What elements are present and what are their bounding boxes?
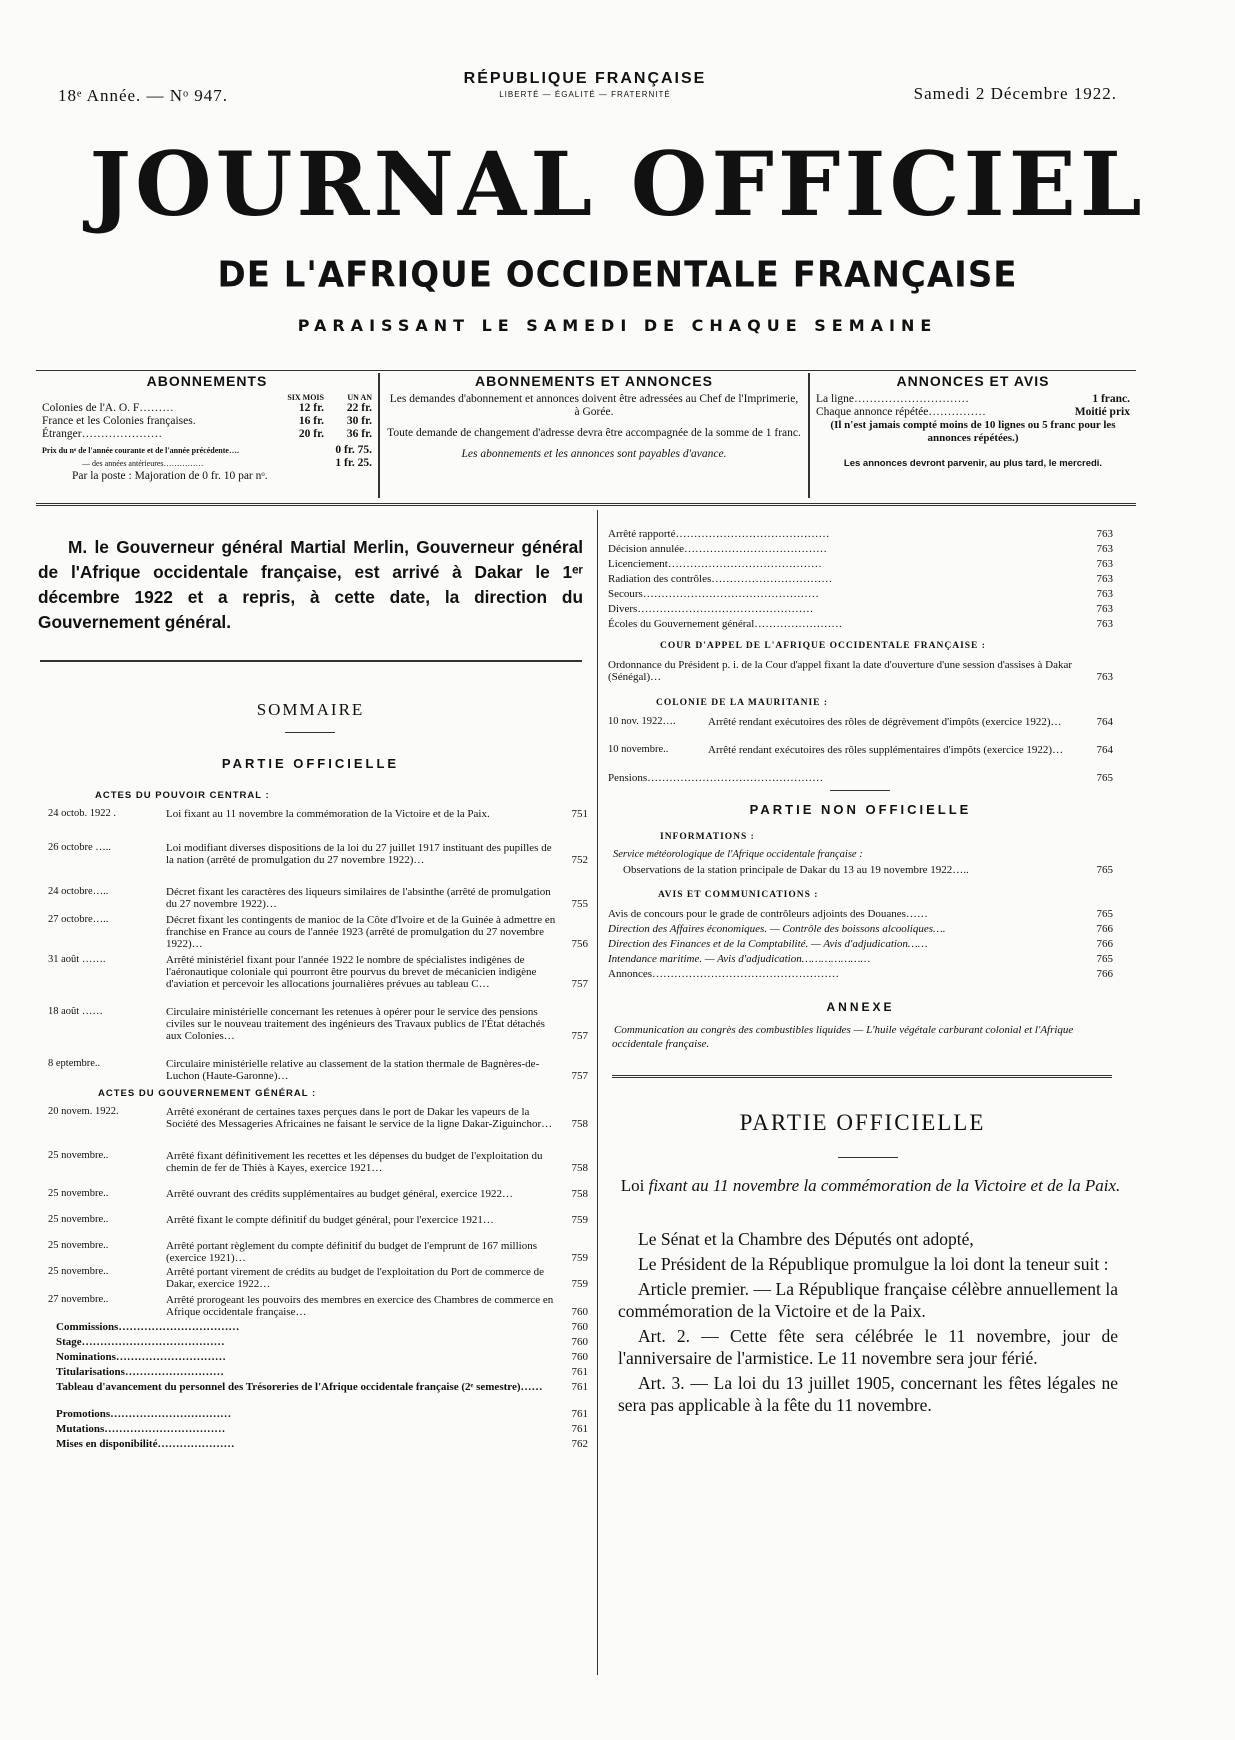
law-paragraph: Le Président de la République promulgue la loi dont la teneur suit : xyxy=(638,1254,1109,1274)
toc-entry: Radiation des contrôles…………………………… 763 xyxy=(608,573,1113,585)
abonnements-title: ABONNEMENTS xyxy=(146,373,268,389)
toc-entry: 25 novembre.. Arrêté portant règlement du compte définitif du budget de l'emprunt de 167 millions (exercice 1921)… 759 xyxy=(48,1240,588,1264)
governor-announcement: M. le Gouverneur général Martial Merlin, Gouverneur général de l'Afrique occidentale française, est arrivé à Dakar le 1ᵉʳ décembre 1922 et a repris, à cette date, la direction du Gouvernement général. xyxy=(38,537,583,632)
cour-appel-heading: COUR D'APPEL DE L'AFRIQUE OCCIDENTALE FRANÇAISE : xyxy=(660,641,986,651)
partie-non-officielle-heading: PARTIE NON OFFICIELLE xyxy=(749,802,972,817)
mauritanie-toc xyxy=(608,716,1113,786)
divider xyxy=(40,660,582,662)
mauritanie-heading: COLONIE DE LA MAURITANIE : xyxy=(656,698,829,708)
avis-title: ANNONCES ET AVIS xyxy=(896,373,1050,389)
address-note: Les demandes d'abonnement et annonces doivent être adressées au Chef de l'Imprimerie, à Gorée. xyxy=(389,393,799,418)
toc-entry: 18 août …… Circulaire ministérielle concernant les retenues à opérer pour le service des pensions civiles sur le nouveau traitement des ingénieurs des Travaux publics de l'État détachés aux Colonies… 757 xyxy=(48,1006,588,1042)
toc-entry: Nominations………………………… 760 xyxy=(56,1351,588,1363)
avis-toc xyxy=(608,908,1113,988)
price-row: Colonies de l'A. O. F……… 12 fr. 22 fr. xyxy=(42,402,372,414)
republic-motto: LIBERTÉ — ÉGALITÉ — FRATERNITÉ xyxy=(499,90,671,99)
informations-heading: INFORMATIONS : xyxy=(660,832,755,842)
central-toc xyxy=(48,808,588,1098)
deadline-note: Les annonces devront parvenir, au plus tard, le mercredi. xyxy=(843,458,1103,469)
journal-tagline: PARAISSANT LE SAMEDI DE CHAQUE SEMAINE xyxy=(297,316,938,335)
meteo-toc xyxy=(608,849,1113,881)
toc-entry: 25 novembre.. Arrêté fixant le compte définitif du budget général, pour l'exercice 1921… 759 xyxy=(48,1214,588,1226)
toc-entry: Annonces…………………………………………… 766 xyxy=(608,968,1113,980)
annonces-title: ABONNEMENTS ET ANNONCES xyxy=(475,373,713,389)
column-rule xyxy=(597,510,598,1675)
toc-entry: Avis de concours pour le grade de contrôleurs adjoints des Douanes…… 765 xyxy=(608,908,1113,920)
toc-entry: 24 octobre….. Décret fixant les caractères des liqueurs similaires de l'absinthe (arrêté de promulgation du 27 novembre 1922)… 755 xyxy=(48,886,588,910)
toc-entry: Tableau d'avancement du personnel des Trésoreries de l'Afrique occidentale française (2ᵉ semestre)…… 761 xyxy=(56,1381,588,1393)
toc-entry: 25 novembre.. Arrêté ouvrant des crédits supplémentaires au budget général, exercice 1922… 758 xyxy=(48,1188,588,1200)
law-paragraph: Le Sénat et la Chambre des Députés ont adopté, xyxy=(638,1229,974,1249)
abonnements-annonces-box xyxy=(380,373,810,498)
toc-entry: Licenciement…………………………………… 763 xyxy=(608,558,1113,570)
toc-entry: Secours………………………………………… 763 xyxy=(608,588,1113,600)
line-price: La ligne………………………… 1 franc. xyxy=(816,393,1130,405)
sommaire-title: SOMMAIRE xyxy=(256,700,365,719)
law-paragraph: Art. 2. — Cette fête sera célébrée le 11 novembre, jour de l'anniversaire de l'armistice. Le 11 novembre sera jour férié. xyxy=(618,1326,1118,1368)
partie-officielle-heading: PARTIE OFFICIELLE xyxy=(221,756,400,771)
issue-date: Samedi 2 Décembre 1922. xyxy=(913,84,1117,103)
toc-entry: Arrêté rapporté…………………………………… 763 xyxy=(608,528,1113,540)
gouv-toc xyxy=(48,1106,588,1321)
journal-subtitle: DE L'AFRIQUE OCCIDENTALE FRANÇAISE xyxy=(217,254,1018,296)
toc-entry: 27 novembre.. Arrêté prorogeant les pouvoirs des membres en exercice des Chambres de commerce en Afrique occidentale française… 760 xyxy=(48,1294,588,1318)
toc-entry: Divers………………………………………… 763 xyxy=(608,603,1113,615)
divider xyxy=(36,370,1136,371)
price-columns-header: SIX MOIS UN AN xyxy=(287,393,372,402)
avis-communications-heading: AVIS ET COMMUNICATIONS : xyxy=(658,890,819,900)
divider xyxy=(830,790,890,791)
toc-entry: Observations de la station principale de Dakar du 13 au 19 novembre 1922….. 765 xyxy=(623,864,1113,876)
law-paragraph: Article premier. — La République française célèbre annuellement la commémoration de la Victoire et de la Paix. xyxy=(618,1279,1118,1321)
law-paragraph: Art. 3. — La loi du 13 juillet 1905, concernant les fêtes légales ne sera pas applicable à la fête du 11 novembre. xyxy=(618,1373,1118,1415)
meteo-title: Service météorologique de l'Afrique occidentale française : xyxy=(613,849,863,860)
law-kind: Loi xyxy=(620,1176,645,1195)
abonnements-box xyxy=(36,373,380,498)
toc-entry: Mutations…………………………… 761 xyxy=(56,1423,588,1435)
divider xyxy=(285,732,335,733)
toc-entry: 31 août ……. Arrêté ministériel fixant pour l'année 1922 le nombre de spécialistes indigènes de l'aéronautique coloniale qui pourront être pourvus du brevet de mécanicien indigène d'aviation et percevoir les allocations journalières prévues au tableau C… 757 xyxy=(48,954,588,990)
price-row: France et les Colonies françaises. 16 fr. 30 fr. xyxy=(42,415,372,427)
toc-entry: 20 novem. 1922. Arrêté exonérant de certaines taxes perçues dans le port de Dakar les vapeurs de la Société des Messageries Africaines ne faisant le service de la ligne Dakar-Ziguinchor… 758 xyxy=(48,1106,588,1130)
minimum-note: (Il n'est jamais compté moins de 10 lignes ou 5 franc pour les annonces répétées.) xyxy=(830,419,1116,444)
annonces-avis-box xyxy=(810,373,1136,498)
single-issue-price: Prix du nᵒ de l'année courante et de l'année précédente…. 0 fr. 75. xyxy=(42,444,372,456)
toc-entry: 26 octobre ….. Loi modifiant diverses dispositions de la loi du 27 juillet 1917 instituant des pupilles de la nation (arrêté de promulgation du 27 novembre 1922)… 752 xyxy=(48,842,588,866)
toc-entry: Intendance maritime. — Avis d'adjudication………………… 765 xyxy=(608,953,1113,965)
toc-entry: Direction des Affaires économiques. — Contrôle des boissons alcooliques…. 766 xyxy=(608,923,1113,935)
toc-entry: Décision annulée………………………………… 763 xyxy=(608,543,1113,555)
pouvoir-central-heading: ACTES DU POUVOIR CENTRAL : xyxy=(95,790,270,801)
toc-entry: 8 eptembre.. Circulaire ministérielle relative au classement de la station thermale de Bagnères-de-Luchon (Haute-Garonne)… 757 xyxy=(48,1058,588,1082)
republic-header xyxy=(420,70,750,99)
price-row: Étranger………………… 20 fr. 36 fr. xyxy=(42,428,372,440)
gouv-general-heading: ACTES DU GOUVERNEMENT GÉNÉRAL : xyxy=(98,1088,317,1099)
change-address-note: Toute demande de changement d'adresse devra être accompagnée de la somme de 1 franc. xyxy=(387,427,801,439)
toc-entry: Pensions………………………………………… 765 xyxy=(608,772,1113,784)
toc-entry: Écoles du Gouvernement général…………………… 763 xyxy=(608,618,1113,630)
divider xyxy=(838,1157,898,1158)
republic-name: RÉPUBLIQUE FRANÇAISE xyxy=(463,70,707,87)
toc-entry: Promotions…………………………… 761 xyxy=(56,1408,588,1420)
old-issue-price: — des années antérieures…………… 1 fr. 25. xyxy=(82,457,372,469)
partie-officielle-title: PARTIE OFFICIELLE xyxy=(739,1110,986,1135)
toc-entry: Direction des Finances et de la Comptabilité. — Avis d'adjudication…… 766 xyxy=(608,938,1113,950)
toc-entry: 25 novembre.. Arrêté portant virement de crédits au budget de l'exploitation du Port de commerce de Dakar, exercice 1922… 759 xyxy=(48,1266,588,1290)
issue-number: 18ᵉ Année. — Nᵒ 947. xyxy=(58,86,228,105)
toc-entry: Titularisations……………………… 761 xyxy=(56,1366,588,1378)
law-subject: fixant au 11 novembre la commémoration de la Victoire et de la Paix. xyxy=(648,1176,1121,1195)
toc-entry: 10 novembre.. Arrêté rendant exécutoires des rôles supplémentaires d'impôts (exercice 1922)… 764 xyxy=(608,744,1113,756)
cour-toc xyxy=(608,659,1113,687)
toc-entry: Ordonnance du Président p. i. de la Cour d'appel fixant la date d'ouverture d'une session d'assises à Dakar (Sénégal)… 763 xyxy=(608,659,1113,683)
toc-entry: 27 octobre….. Décret fixant les contingents de manioc de la Côte d'Ivoire et de la Guinée à admettre en franchise en France au cours de l'année 1923 (arrêté de promulgation du 27 novembre 1922)… 756 xyxy=(48,914,588,950)
toc-entry: 25 novembre.. Arrêté fixant définitivement les recettes et les dépenses du budget de l'exploitation du chemin de fer de Thiès à Kayes, exercice 1921… 758 xyxy=(48,1150,588,1174)
law-body xyxy=(618,1228,1118,1419)
annexe-heading: ANNEXE xyxy=(826,1000,895,1014)
payment-note: Les abonnements et les annonces sont payables d'avance. xyxy=(461,448,727,460)
divider xyxy=(36,503,1136,506)
divider xyxy=(612,1075,1112,1078)
law-title xyxy=(618,1176,1123,1195)
toc-entry: Mises en disponibilité………………… 762 xyxy=(56,1438,588,1450)
annexe-text: Communication au congrès des combustibles liquides — L'huile végétale carburant colonial et l'Afrique occidentale française. xyxy=(612,1024,1074,1050)
toc-entry: 24 octob. 1922 . Loi fixant au 11 novembre la commémoration de la Victoire et de la Paix. 751 xyxy=(48,808,588,820)
toc-entry: Stage………………………………… 760 xyxy=(56,1336,588,1348)
toc-entry: 10 nov. 1922…. Arrêté rendant exécutoires des rôles de dégrèvement d'impôts (exercice 1922)… 764 xyxy=(608,716,1113,728)
postal-surcharge: Par la poste : Majoration de 0 fr. 10 par nᵒ. xyxy=(72,470,268,482)
right-toc xyxy=(608,528,1113,628)
misc-toc xyxy=(56,1321,588,1451)
repeat-price: Chaque annonce répétée…………… Moitié prix xyxy=(816,406,1130,418)
toc-entry: Commissions…………………………… 760 xyxy=(56,1321,588,1333)
journal-title: JOURNAL OFFICIEL xyxy=(89,132,1146,236)
